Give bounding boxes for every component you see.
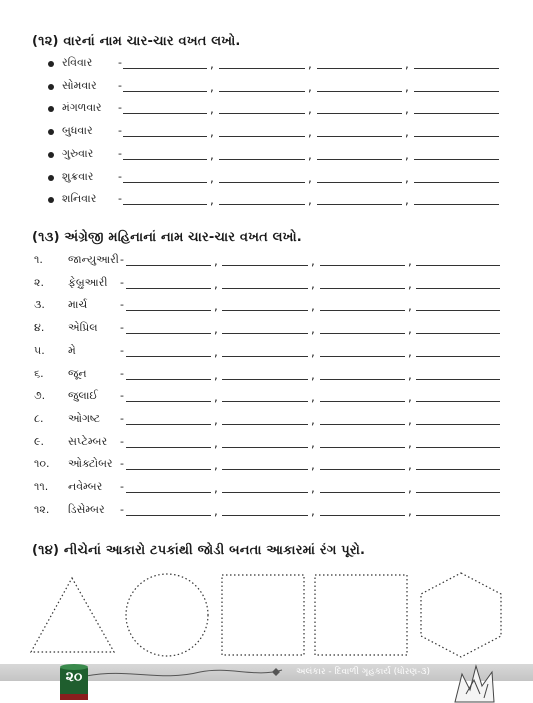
month-row [34,457,500,477]
write-blank[interactable] [222,265,308,266]
write-blank[interactable] [414,182,499,183]
comma: , [408,481,412,495]
dotted-triangle [31,578,114,652]
comma: , [311,344,315,359]
write-blank[interactable] [317,136,402,137]
write-blank[interactable] [414,159,499,160]
dash: - [120,502,124,516]
write-blank[interactable] [126,469,211,470]
comma: , [311,299,315,314]
item-number: ૪. [34,321,45,335]
item-number: ૫. [34,343,45,357]
write-blank[interactable] [416,356,500,357]
weekday-row [48,170,500,190]
comma: , [210,57,214,71]
bullet-icon [48,84,54,90]
comma: , [214,390,218,405]
write-blank[interactable] [123,159,207,160]
weekday-row [48,56,500,76]
write-blank[interactable] [126,424,211,425]
dash: - [120,389,124,403]
write-blank[interactable] [414,91,499,92]
item-label: શનિવાર [62,192,97,206]
item-number: ૧૦. [34,457,50,471]
dash: - [118,169,122,183]
write-blank[interactable] [416,469,500,470]
write-blank[interactable] [123,204,207,205]
comma: , [408,390,412,405]
comma: , [311,390,315,405]
comma: , [214,344,218,359]
comma: , [214,299,218,314]
write-blank[interactable] [320,447,405,448]
comma: , [214,503,218,518]
item-label: ઓક્ટોબર [68,457,113,471]
item-label: ગુરુવાર [62,146,94,160]
write-blank[interactable] [126,265,211,266]
item-number: ૮. [34,411,44,425]
comma: , [308,79,312,94]
write-blank[interactable] [219,182,305,183]
bullet-icon [48,175,54,181]
write-blank[interactable] [416,288,500,289]
write-blank[interactable] [416,401,500,402]
comma: , [311,254,315,268]
bullet-icon [48,197,54,203]
write-blank[interactable] [219,204,305,205]
comma: , [308,170,312,185]
item-label: ડિસેમ્બર [68,502,105,516]
dash: - [120,457,124,471]
write-blank[interactable] [320,492,405,493]
write-blank[interactable] [126,333,211,334]
comma: , [405,125,409,140]
comma: , [308,102,312,117]
comma: , [214,367,218,382]
write-blank[interactable] [126,356,211,357]
comma: , [210,147,214,162]
write-blank[interactable] [416,310,500,311]
write-blank[interactable] [219,91,305,92]
comma: , [311,322,315,337]
write-blank[interactable] [320,469,405,470]
item-number: ૧. [34,253,43,266]
dash: - [120,411,124,425]
write-blank[interactable] [126,447,211,448]
item-number: ૨. [34,275,44,289]
dash: - [120,298,124,312]
dash: - [120,434,124,448]
write-blank[interactable] [317,182,402,183]
write-blank[interactable] [414,113,499,114]
item-label: બુધવાર [62,124,93,138]
write-blank[interactable] [222,379,308,380]
dash: - [120,366,124,380]
comma: , [308,57,312,71]
item-label: એપ્રિલ [68,321,98,335]
item-label: જુલાઈ [68,389,98,403]
write-blank[interactable] [416,424,500,425]
dash: - [120,321,124,335]
write-blank[interactable] [320,356,405,357]
write-blank[interactable] [126,288,211,289]
write-blank[interactable] [317,204,402,205]
write-blank[interactable] [320,288,405,289]
comma: , [408,254,412,268]
write-blank[interactable] [416,379,500,380]
dash: - [118,192,122,206]
bullet-icon [48,152,54,158]
write-blank[interactable] [219,113,305,114]
item-label: ઓગષ્ટ [68,411,101,425]
write-blank[interactable] [320,265,405,266]
write-blank[interactable] [123,136,207,137]
write-blank[interactable] [222,447,308,448]
write-blank[interactable] [320,515,405,516]
write-blank[interactable] [123,113,207,114]
comma: , [311,435,315,450]
comma: , [408,322,412,337]
item-label: સોમવાર [62,78,97,92]
write-blank[interactable] [317,113,402,114]
write-blank[interactable] [320,333,405,334]
bullet-icon [48,129,54,135]
comma: , [311,481,315,495]
write-blank[interactable] [320,401,405,402]
dotted-square [222,575,304,655]
item-label: શુક્રવાર [62,169,94,183]
item-label: મે [68,343,76,357]
dotted-hexagon [421,573,501,657]
write-blank[interactable] [126,310,211,311]
write-blank[interactable] [416,265,500,266]
comma: , [210,125,214,140]
section-13-heading: (૧૩) અંગ્રેજી મહિનાનાં નામ ચાર-ચાર વખત લખો. [32,230,302,245]
comma: , [405,79,409,94]
section-14-heading: (૧૪) નીચેનાં આકારો ટપકાંથી જોડી બનતા આકારમાં રંગ પૂરો. [32,543,366,558]
write-blank[interactable] [222,356,308,357]
month-row [34,276,500,296]
dash: - [120,343,124,357]
dotted-shapes [0,570,533,660]
comma: , [405,147,409,162]
write-blank[interactable] [416,515,500,516]
comma: , [405,102,409,117]
write-blank[interactable] [126,515,211,516]
item-number: ૬. [34,366,44,380]
dotted-rectangle [315,575,407,655]
item-label: જૂન [68,366,87,380]
comma: , [408,503,412,518]
write-blank[interactable] [222,492,308,493]
month-row [34,435,500,455]
comma: , [308,125,312,140]
write-blank[interactable] [317,68,402,69]
write-blank[interactable] [416,333,500,334]
item-label: સપ્ટેમ્બર [68,434,108,448]
comma: , [311,276,315,291]
weekday-row [48,124,500,144]
item-number: ૧૨. [34,502,50,516]
write-blank[interactable] [222,515,308,516]
comma: , [308,147,312,162]
comma: , [210,79,214,94]
comma: , [311,458,315,473]
comma: , [214,435,218,450]
comma: , [214,412,218,427]
comma: , [408,299,412,314]
dash: - [118,101,122,115]
comma: , [214,254,218,268]
write-blank[interactable] [222,469,308,470]
write-blank[interactable] [317,159,402,160]
write-blank[interactable] [126,401,211,402]
item-number: ૯. [34,434,45,448]
weekday-row [48,147,500,167]
write-blank[interactable] [317,91,402,92]
item-number: ૧૧. [34,480,49,493]
dash: - [118,78,122,92]
comma: , [405,170,409,185]
section-12-heading: (૧૨) વારનાં નામ ચાર-ચાર વખત લખો. [32,34,241,49]
comma: , [405,57,409,71]
weekday-row [48,192,500,212]
month-row [34,480,500,500]
item-number: ૭. [34,389,46,403]
comma: , [210,102,214,117]
item-label: નવેમ્બર [68,480,103,493]
comma: , [210,170,214,185]
month-row [34,298,500,318]
write-blank[interactable] [414,204,499,205]
comma: , [210,193,214,208]
month-row [34,321,500,341]
comma: , [408,458,412,473]
write-blank[interactable] [123,68,207,69]
write-blank[interactable] [222,424,308,425]
item-label: ફેબ્રુઆરી [68,275,108,289]
dash: - [118,146,122,160]
item-label: જાન્યુઆરી [68,253,119,266]
comma: , [311,412,315,427]
month-row [34,344,500,364]
write-blank[interactable] [416,492,500,493]
item-label: મંગળવાર [62,101,102,115]
dash: - [120,480,124,493]
write-blank[interactable] [320,424,405,425]
write-blank[interactable] [126,492,211,493]
page-number: ૨૦ [65,669,83,685]
comma: , [308,193,312,208]
write-blank[interactable] [123,91,207,92]
weekday-row [48,101,500,121]
dash: - [120,275,124,289]
write-blank[interactable] [222,333,308,334]
write-blank[interactable] [416,447,500,448]
write-blank[interactable] [219,68,305,69]
write-blank[interactable] [414,136,499,137]
month-row [34,389,500,409]
month-row [34,253,500,273]
comma: , [214,276,218,291]
weekday-row [48,79,500,99]
write-blank[interactable] [320,310,405,311]
comma: , [214,458,218,473]
dash: - [118,124,122,138]
write-blank[interactable] [222,401,308,402]
month-row [34,412,500,432]
comma: , [214,481,218,495]
write-blank[interactable] [222,288,308,289]
dotted-circle [126,574,208,656]
comma: , [408,412,412,427]
write-blank[interactable] [222,310,308,311]
comma: , [408,276,412,291]
item-label: માર્ચ [68,298,88,312]
footer-title: અલંકાર - દિવાળી ગૃહકાર્ય (ધોરણ-૩) [296,667,430,677]
write-blank[interactable] [219,159,305,160]
item-label: રવિવાર [62,56,93,69]
comma: , [311,367,315,382]
comma: , [408,367,412,382]
comma: , [408,435,412,450]
write-blank[interactable] [320,379,405,380]
comma: , [214,322,218,337]
comma: , [405,193,409,208]
month-row [34,367,500,387]
write-blank[interactable] [126,379,211,380]
write-blank[interactable] [123,182,207,183]
dash: - [118,56,122,69]
comma: , [311,503,315,518]
item-number: ૩. [34,298,45,312]
dash: - [120,253,124,266]
bullet-icon [48,61,54,67]
comma: , [408,344,412,359]
month-row [34,503,500,523]
bullet-icon [48,106,54,112]
write-blank[interactable] [219,136,305,137]
write-blank[interactable] [414,68,499,69]
